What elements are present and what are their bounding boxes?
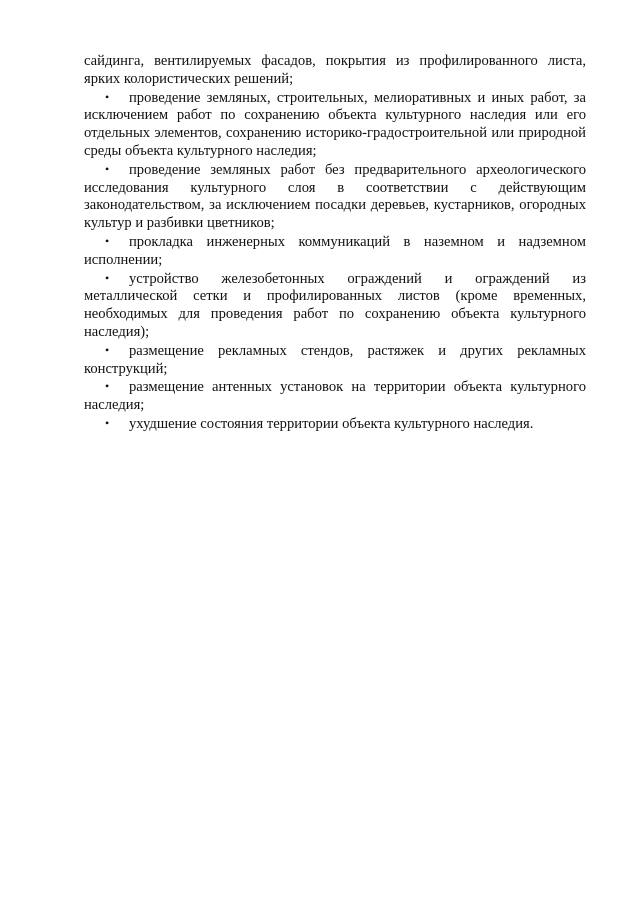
bullet-icon: •: [105, 233, 110, 248]
list-item-text: размещение антенных установок на территории объекта культурного наследия;: [84, 379, 586, 414]
list-item: [84, 89, 586, 161]
list-item: [84, 233, 586, 270]
list-item-text: проведение земляных, строительных, мелиоративных и иных работ, за исключением работ по сохранению объекта культурного наследия или его отдельных элементов, сохранению историко-градостроительной или природной среды объекта культурного наследия;: [84, 89, 586, 159]
bullet-icon: •: [105, 89, 110, 104]
bullet-icon: •: [105, 379, 110, 394]
list-item-text: ухудшение состояния территории объекта культурного наследия.: [129, 415, 534, 432]
list-item: [84, 342, 586, 379]
bullet-icon: •: [105, 270, 110, 285]
bullet-icon: •: [105, 342, 110, 357]
list-item: [84, 161, 586, 233]
list-item: [84, 415, 586, 434]
list-item: [84, 270, 586, 342]
intro-continuation: сайдинга, вентилируемых фасадов, покрытия из профилированного листа, ярких колористических решений;: [84, 53, 586, 87]
bullet-icon: •: [105, 415, 110, 430]
document-body: [84, 53, 586, 434]
list-item-text: размещение рекламных стендов, растяжек и других рекламных конструкций;: [84, 342, 586, 377]
restrictions-list: [84, 89, 586, 434]
list-item-text: устройство железобетонных ограждений и ограждений из металлической сетки и профилированных листов (кроме временных, необходимых для проведения работ по сохранению объекта культурного наследия);: [84, 270, 586, 340]
list-item: [84, 378, 586, 415]
bullet-icon: •: [105, 161, 110, 176]
list-item-text: прокладка инженерных коммуникаций в наземном и надземном исполнении;: [84, 233, 586, 268]
list-item-text: проведение земляных работ без предварительного археологического исследования культурного слоя в соответствии с действующим законодательством, за исключением посадки деревьев, кустарников, огородных культур и разбивки цветников;: [84, 161, 586, 232]
